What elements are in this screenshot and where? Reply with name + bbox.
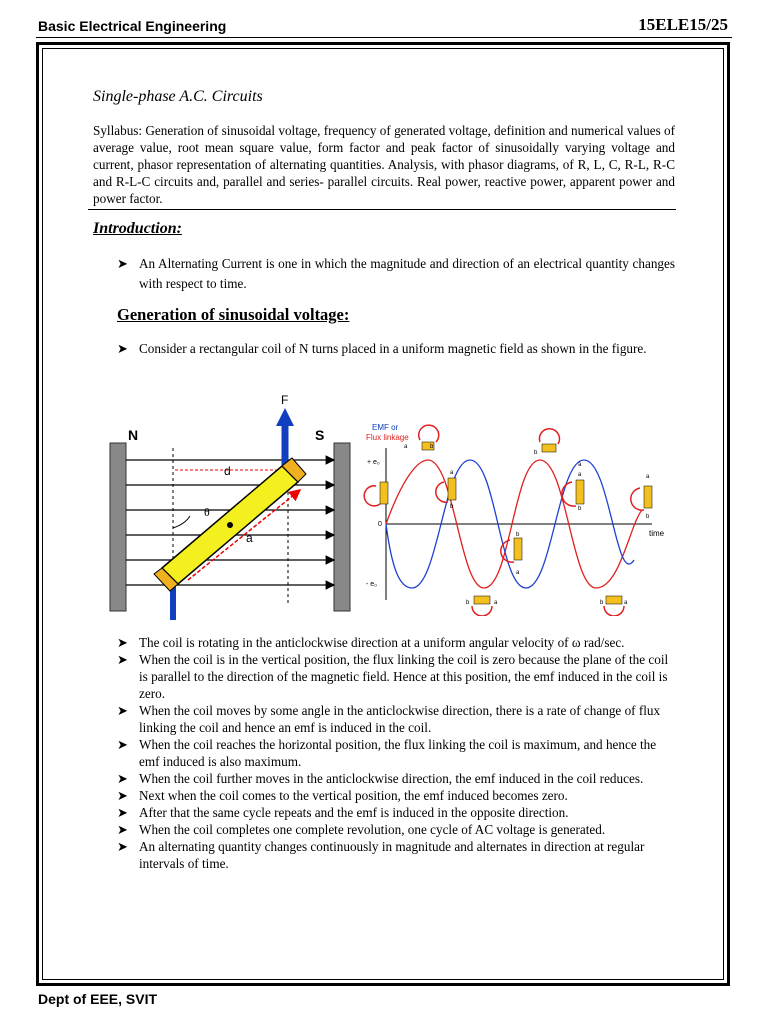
list-item: ➤ When the coil moves by some angle in the anticlockwise direction, there is a rate of change of flux linking the coil and hence an emf is induced in the coil.	[117, 703, 661, 735]
svg-text:a: a	[578, 462, 582, 468]
svg-text:b: b	[578, 506, 582, 512]
coil-rotation-bullets	[117, 634, 679, 872]
north-pole-label: N	[128, 427, 139, 443]
footer: Dept of EEE, SVIT	[38, 991, 158, 1007]
list-item: ➤ After that the same cycle repeats and the emf is induced in the opposite direction.	[117, 805, 569, 820]
svg-text:a: a	[578, 472, 582, 478]
d-label: d	[224, 464, 231, 478]
svg-text:b: b	[516, 532, 520, 538]
svg-text:b: b	[646, 514, 650, 520]
svg-text:b: b	[430, 444, 434, 450]
arrow-bullet-icon: ➤	[117, 635, 129, 650]
header-rule	[36, 37, 732, 38]
force-arrow-head	[276, 408, 294, 426]
neg-peak-label: - e₀	[366, 581, 378, 588]
arrow-bullet-icon: ➤	[117, 839, 129, 854]
svg-text:a: a	[450, 470, 454, 476]
generation-bullet-text: Consider a rectangular coil of N turns placed in a uniform magnetic field as shown in the figure.	[139, 341, 647, 356]
syllabus-rule	[88, 209, 676, 210]
emf-label: EMF or	[372, 423, 399, 432]
zero-label: 0	[378, 521, 382, 528]
list-item: ➤ When the coil reaches the horizontal position, the flux linking the coil is maximum, and hence the emf induced is also maximum.	[117, 737, 657, 769]
south-pole	[334, 443, 350, 611]
list-item: ➤ When the coil is in the vertical position, the flux linking the coil is zero because the plane of the coil is parallel to the direction of the magnetic field. Hence at this position, the emf induced in the coil is zero.	[117, 652, 669, 701]
time-label: time	[649, 529, 665, 538]
a-label: a	[246, 531, 253, 545]
list-item: ➤ Next when the coil comes to the vertical position, the emf induced becomes zero.	[117, 788, 568, 803]
arrow-bullet-icon: ➤	[117, 703, 129, 718]
arrow-bullet-icon: ➤	[117, 805, 129, 820]
page-title: Single-phase A.C. Circuits	[93, 88, 263, 105]
emf-waveform-chart	[362, 420, 670, 616]
header-right: 15ELE15/25	[638, 15, 728, 34]
generation-heading: Generation of sinusoidal voltage:	[117, 305, 350, 324]
intro-bullet	[117, 254, 675, 294]
force-label: F	[281, 393, 289, 407]
arrow-bullet-icon: ➤	[117, 652, 129, 667]
arrow-bullet-icon: ➤	[117, 341, 129, 356]
list-item: ➤ When the coil further moves in the anticlockwise direction, the emf induced in the coil reduces.	[117, 771, 644, 786]
coil-axis	[227, 522, 233, 528]
list-item: ➤ When the coil completes one complete revolution, one cycle of AC voltage is generated.	[117, 822, 606, 837]
arrow-bullet-icon: ➤	[117, 771, 129, 786]
introduction-heading: Introduction:	[93, 220, 182, 237]
arrow-bullet-icon: ➤	[117, 788, 129, 803]
arrow-bullet-icon: ➤	[117, 822, 129, 837]
arrow-bullet-icon: ➤	[117, 737, 129, 752]
svg-text:a: a	[624, 600, 628, 606]
theta-arc	[173, 516, 190, 528]
svg-text:a: a	[646, 474, 650, 480]
svg-text:a: a	[516, 570, 520, 576]
list-item: ➤ An alternating quantity changes continuously in magnitude and alternates in direction at regular intervals of time.	[117, 839, 645, 871]
theta-label: θ	[204, 505, 210, 519]
arrow-bullet-icon: ➤	[117, 256, 129, 271]
svg-text:a: a	[404, 444, 408, 450]
coil-field-diagram	[100, 388, 360, 623]
syllabus-paragraph: Syllabus: Generation of sinusoidal voltage, frequency of generated voltage, definition and numerical values of average value, root mean square value, form factor and peak factor of sinusoidally varying voltage and current, phasor representation of alternating quantities. Analysis, with phasor diagrams, of R, L, C, R-L, R-C and R-L-C circuits and, parallel and series- parallel circuits. Real power, reactive power, apparent power and power factor.	[93, 123, 675, 206]
south-pole-label: S	[315, 427, 325, 443]
rotation-arrow-icons	[364, 425, 644, 616]
generation-bullet	[117, 340, 675, 357]
pos-peak-label: + e₀	[367, 459, 380, 466]
svg-text:b: b	[600, 600, 604, 606]
svg-text:b: b	[534, 450, 538, 456]
svg-text:a: a	[494, 600, 498, 606]
intro-bullet-text: An Alternating Current is one in which the magnitude and direction of an electrical quantity changes with respect to time.	[139, 256, 675, 291]
north-pole	[110, 443, 126, 611]
svg-text:b: b	[450, 504, 454, 510]
flux-label: Flux linkage	[366, 433, 409, 442]
list-item: ➤ The coil is rotating in the anticlockwise direction at a uniform angular velocity of ω rad/sec.	[117, 635, 625, 650]
header-left: Basic Electrical Engineering	[38, 18, 227, 34]
svg-text:b: b	[466, 600, 470, 606]
